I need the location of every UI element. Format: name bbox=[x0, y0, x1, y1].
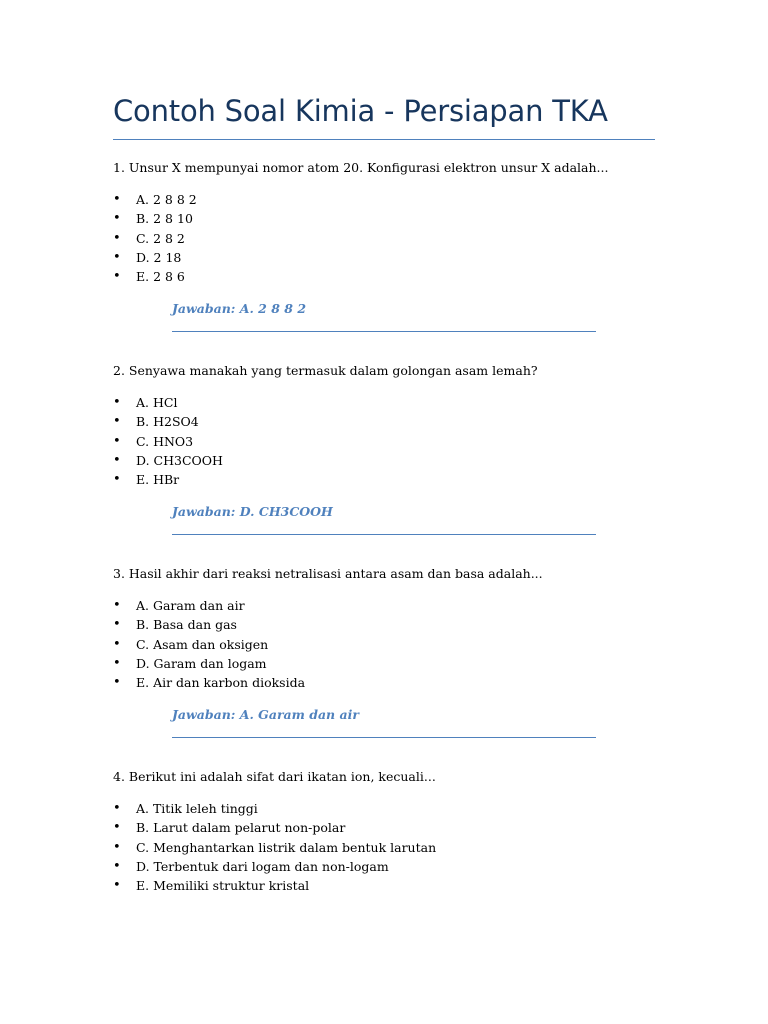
bullet-icon: • bbox=[113, 636, 121, 652]
bullet-icon: • bbox=[113, 249, 121, 265]
bullet-icon: • bbox=[113, 395, 121, 410]
option-item bbox=[113, 673, 655, 692]
answer-text: Jawaban: A. Garam dan air bbox=[172, 707, 359, 723]
question-text: 1. Unsur X mempunyai nomor atom 20. Konfigurasi elektron unsur X adalah... bbox=[113, 160, 609, 175]
bullet-icon: • bbox=[113, 878, 121, 894]
bullet-icon: • bbox=[113, 414, 121, 430]
option-item bbox=[113, 393, 655, 412]
bullet-icon: • bbox=[113, 655, 121, 671]
option-label: B. 2 8 10 bbox=[136, 211, 193, 227]
answer-divider bbox=[172, 737, 596, 738]
page-title: Contoh Soal Kimia - Persiapan TKA bbox=[113, 94, 608, 128]
option-label: D. 2 18 bbox=[136, 249, 182, 265]
option-label: C. HNO3 bbox=[136, 433, 194, 449]
answer-divider bbox=[172, 534, 596, 535]
bullet-icon: • bbox=[113, 675, 121, 691]
option-label: D. Terbentuk dari logam dan non-logam bbox=[136, 858, 389, 874]
option-item bbox=[113, 876, 655, 895]
option-item bbox=[113, 229, 655, 248]
option-item bbox=[113, 838, 655, 857]
option-item bbox=[113, 412, 655, 431]
option-label: A. HCl bbox=[136, 395, 178, 410]
option-list bbox=[113, 596, 655, 692]
option-item bbox=[113, 432, 655, 451]
option-item bbox=[113, 596, 655, 615]
answer-text: Jawaban: D. CH3COOH bbox=[172, 504, 333, 520]
answer-text: Jawaban: A. 2 8 8 2 bbox=[172, 301, 307, 317]
answer-divider bbox=[172, 331, 596, 332]
bullet-icon: • bbox=[113, 472, 121, 488]
bullet-icon: • bbox=[113, 598, 121, 613]
option-item bbox=[113, 267, 655, 286]
option-label: C. 2 8 2 bbox=[136, 230, 185, 246]
option-list bbox=[113, 190, 655, 286]
option-label: C. Asam dan oksigen bbox=[136, 636, 269, 652]
bullet-icon: • bbox=[113, 452, 121, 468]
option-item bbox=[113, 190, 655, 209]
option-label: B. H2SO4 bbox=[136, 414, 199, 430]
option-list bbox=[113, 393, 655, 489]
bullet-icon: • bbox=[113, 858, 121, 874]
bullet-icon: • bbox=[113, 617, 121, 633]
bullet-icon: • bbox=[113, 192, 121, 207]
option-label: A. Titik leleh tinggi bbox=[136, 801, 258, 816]
option-label: B. Larut dalam pelarut non-polar bbox=[136, 820, 346, 836]
bullet-icon: • bbox=[113, 211, 121, 227]
bullet-icon: • bbox=[113, 839, 121, 855]
option-item bbox=[113, 799, 655, 818]
question-4 bbox=[113, 767, 655, 895]
bullet-icon: • bbox=[113, 269, 121, 285]
option-label: E. HBr bbox=[136, 472, 180, 488]
option-label: D. CH3COOH bbox=[136, 452, 223, 468]
option-list bbox=[113, 799, 655, 895]
option-item bbox=[113, 451, 655, 470]
option-item bbox=[113, 470, 655, 489]
option-label: D. Garam dan logam bbox=[136, 655, 267, 671]
question-1 bbox=[113, 158, 655, 332]
title-divider bbox=[113, 139, 655, 140]
option-label: A. 2 8 8 2 bbox=[136, 192, 197, 207]
option-item bbox=[113, 857, 655, 876]
option-label: B. Basa dan gas bbox=[136, 617, 237, 633]
question-text: 4. Berikut ini adalah sifat dari ikatan ion, kecuali... bbox=[113, 769, 436, 784]
question-text: 2. Senyawa manakah yang termasuk dalam golongan asam lemah? bbox=[113, 363, 538, 378]
option-item bbox=[113, 209, 655, 228]
option-item bbox=[113, 654, 655, 673]
option-label: E. 2 8 6 bbox=[136, 269, 185, 285]
bullet-icon: • bbox=[113, 801, 121, 816]
option-label: C. Menghantarkan listrik dalam bentuk larutan bbox=[136, 839, 437, 855]
option-item bbox=[113, 818, 655, 837]
question-text: 3. Hasil akhir dari reaksi netralisasi antara asam dan basa adalah... bbox=[113, 566, 543, 581]
option-label: E. Air dan karbon dioksida bbox=[136, 675, 306, 691]
option-item bbox=[113, 635, 655, 654]
bullet-icon: • bbox=[113, 820, 121, 836]
option-item bbox=[113, 615, 655, 634]
question-3 bbox=[113, 564, 655, 738]
bullet-icon: • bbox=[113, 230, 121, 246]
option-item bbox=[113, 248, 655, 267]
option-label: A. Garam dan air bbox=[136, 598, 245, 613]
bullet-icon: • bbox=[113, 433, 121, 449]
option-label: E. Memiliki struktur kristal bbox=[136, 878, 310, 894]
question-2 bbox=[113, 361, 655, 535]
